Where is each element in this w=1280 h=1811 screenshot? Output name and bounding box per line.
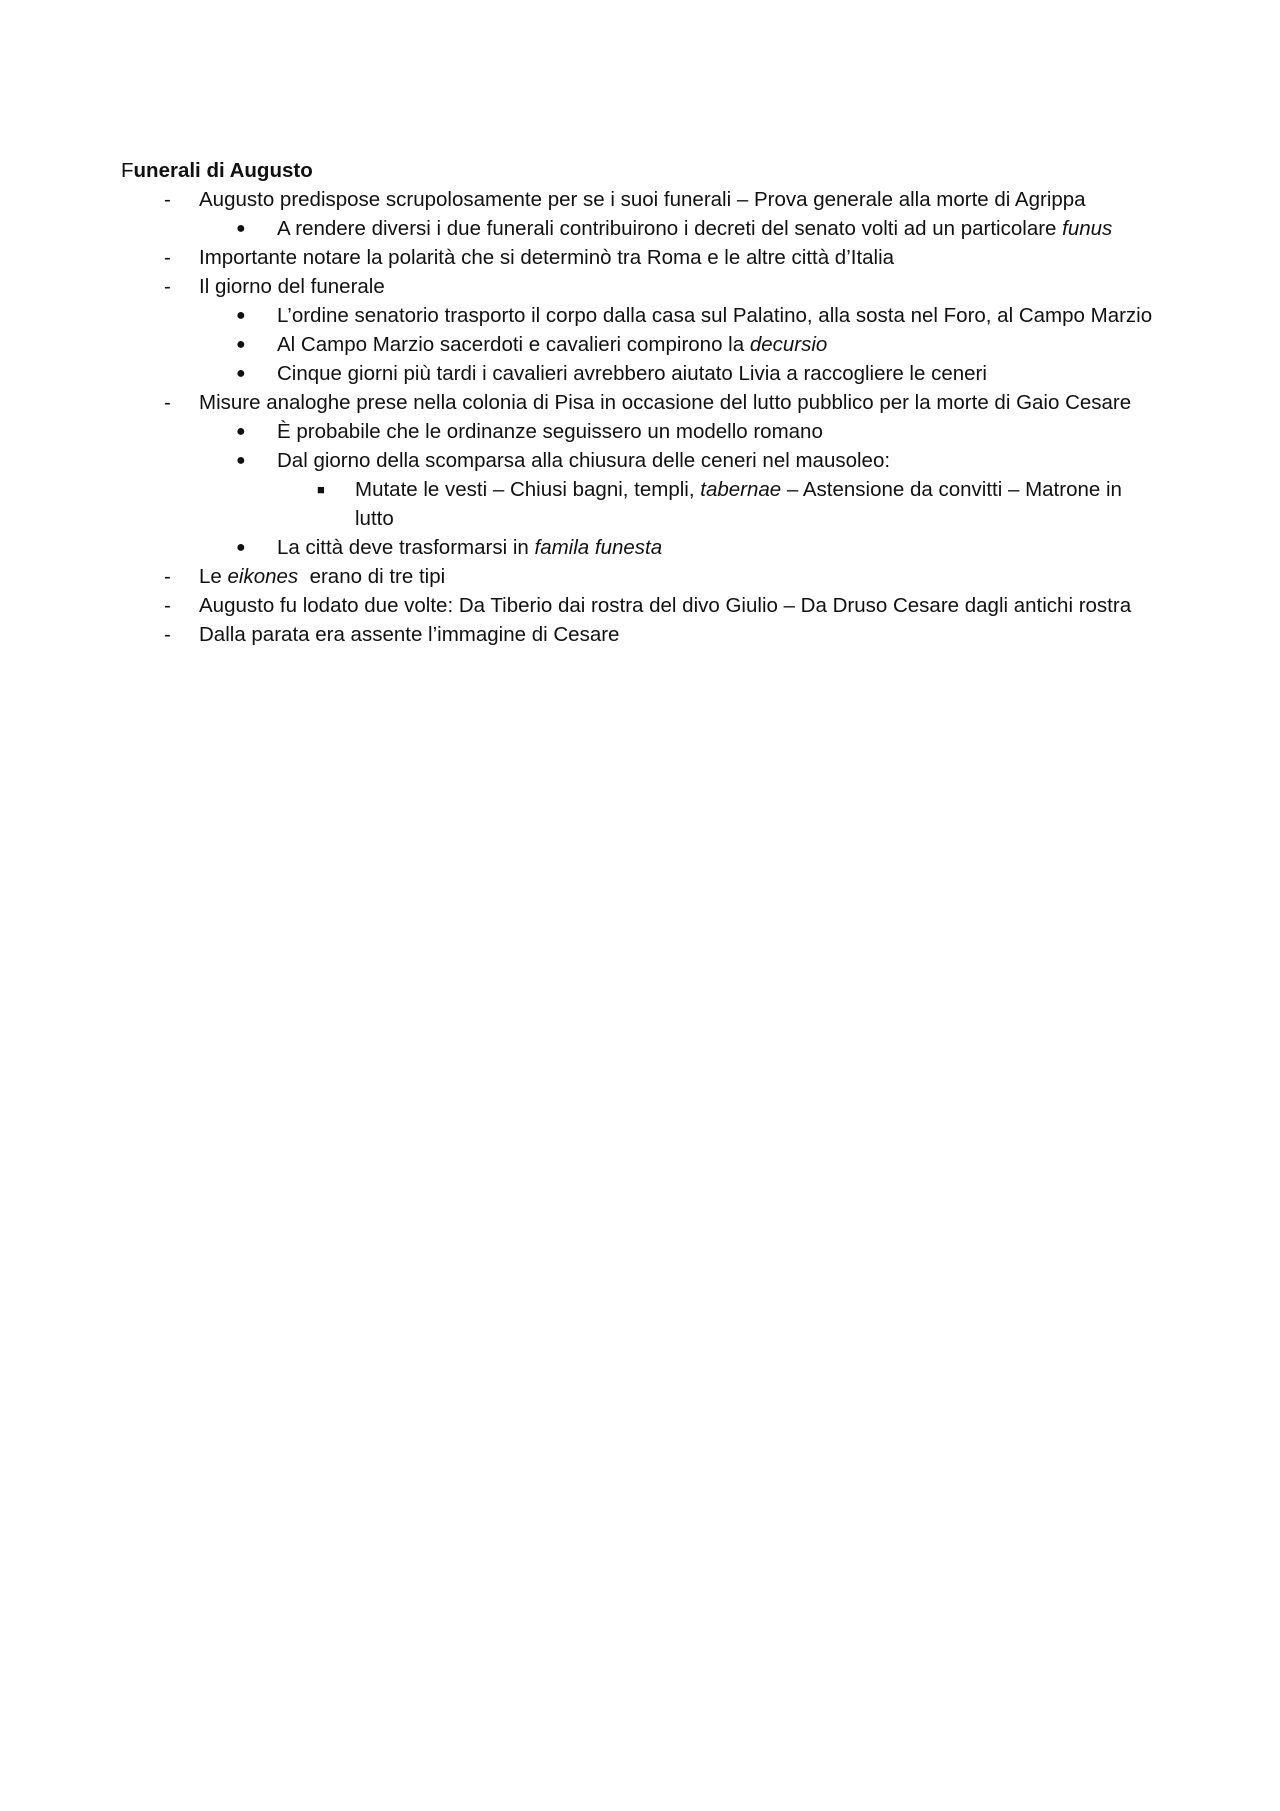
dash-marker: - [164,188,171,211]
sub-list-item [199,330,1161,359]
title-rest: unerali di Augusto [133,159,313,182]
square-marker: ■ [317,482,325,497]
bullet-marker: ● [236,336,246,353]
list-item [121,591,1161,620]
sub-list-item [199,301,1161,330]
list-item [121,185,1161,243]
bullet-marker: ● [236,452,246,469]
list-item [121,562,1161,591]
dash-marker: - [164,275,171,298]
list-item-text: Misure analoghe prese nella colonia di Pisa in occasione del lutto pubblico per la morte di Gaio Cesare [199,391,1132,414]
dash-marker: - [164,623,171,646]
italic-term: eikones [227,565,299,588]
sub-list-item-text: Cinque giorni più tardi i cavalieri avrebbero aiutato Livia a raccogliere le ceneri [277,362,987,385]
list-item-text: Dalla parata era assente l’immagine di Cesare [199,623,620,646]
sub-list-item [199,417,1161,446]
sub-sub-list [277,475,1161,533]
text-segment: A rendere diversi i due funerali contribuirono i decreti del senato volti ad un particolare [277,217,1063,240]
list-item-text: Augusto predispose scrupolosamente per se i suoi funerali – Prova generale alla morte di Agrippa [199,188,1086,211]
sub-sub-list-item-text [355,475,1161,533]
title-first-letter: F [121,159,134,182]
italic-term: decursio [749,333,828,356]
italic-term: famila funesta [534,536,663,559]
sub-list-item [199,533,1161,562]
dash-marker: - [164,565,171,588]
sub-list-item-text: È probabile che le ordinanze seguissero un modello romano [277,420,823,443]
list-item [121,388,1161,562]
text-segment: La città deve trasformarsi in [277,536,535,559]
text-segment: erano di tre tipi [298,565,446,588]
sub-list [199,214,1161,243]
list-item-text: Augusto fu lodato due volte: Da Tiberio dai rostra del divo Giulio – Da Druso Cesare dagli antichi rostra [199,594,1132,617]
sub-list [199,301,1161,388]
italic-term: tabernae [700,478,782,501]
sub-list-item-text [277,533,1161,562]
document-title [121,156,1161,185]
sub-list-item-text: Dal giorno della scomparsa alla chiusura delle ceneri nel mausoleo: [277,449,891,472]
text-segment: Al Campo Marzio sacerdoti e cavalieri compirono la [277,333,750,356]
list-item [121,243,1161,272]
sub-list-item [199,214,1161,243]
document-content [121,156,1161,649]
bullet-marker: ● [236,307,246,324]
list-item-text: Il giorno del funerale [199,275,385,298]
bullet-marker: ● [236,220,246,237]
text-segment: Mutate le vesti – Chiusi bagni, templi, [355,478,701,501]
italic-term: funus [1062,217,1113,240]
sub-list-item-text: L’ordine senatorio trasporto il corpo dalla casa sul Palatino, alla sosta nel Foro, al Campo Marzio [277,304,1153,327]
sub-list-item [199,446,1161,533]
list-item-text: Importante notare la polarità che si determinò tra Roma e le altre città d’Italia [199,246,895,269]
dash-marker: - [164,246,171,269]
bullet-marker: ● [236,539,246,556]
sub-list [199,417,1161,562]
sub-list-item-text [277,330,1161,359]
list-item-text [199,562,1161,591]
dash-marker: - [164,594,171,617]
dash-marker: - [164,391,171,414]
main-list [121,185,1161,649]
list-item [121,272,1161,388]
text-segment: – Astensione da convitti – Matrone in lutto [355,478,1122,530]
list-item [121,620,1161,649]
bullet-marker: ● [236,365,246,382]
sub-list-item [199,359,1161,388]
text-segment: Le [199,565,228,588]
sub-sub-list-item [277,475,1161,533]
bullet-marker: ● [236,423,246,440]
sub-list-item-text [277,214,1161,243]
